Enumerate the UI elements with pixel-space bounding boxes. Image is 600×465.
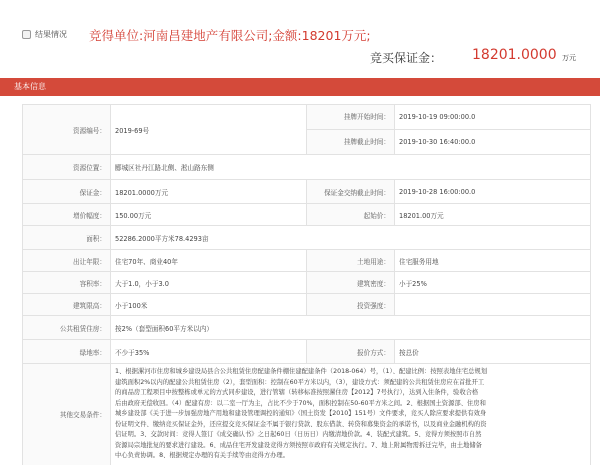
other-line: 资源局宗地批复的要求进行建设。6、成品住宅开发建设竞得方须按照市政府有关规定执行。7、地上附属物需拆迁完毕，由土地储备 (115, 441, 482, 449)
investment-label: 投资强度： (307, 294, 395, 316)
other-line: 的商品房工程项目中按整栋或单元的方式同步建设，进行管辖（转移标准按照漯住房【2012】7号执行），达到入住条件，验收合格 (115, 389, 479, 396)
other-label: 其他交易条件： (23, 364, 111, 465)
increment-value: 150.00万元 (111, 204, 307, 226)
table-row (23, 294, 591, 316)
green-value: 不少于35% (111, 340, 307, 364)
far-value: 大于1.0，小于3.0 (111, 272, 307, 294)
density-label: 建筑密度： (307, 272, 395, 294)
listing-end-label: 挂牌截止时间： (343, 138, 390, 146)
height-label: 建筑限高： (23, 294, 111, 316)
other-line: 信证明。3、交款时间：竞得人签订《成交确认书》之日起60日（日历日）内缴清地价款。4、装配式建筑。5、竞得方须按照市自然 (115, 431, 482, 438)
other-line: 建筑面积2%以内的配建公共租赁住房（2），套型面积：控制在60平方米以内，（3），建设方式：须配建的公共租赁住房应在首批开工 (115, 378, 485, 386)
result-label: 结果情况 (35, 30, 67, 39)
deposit-value: 18201.0000万元 (111, 180, 307, 204)
location-label: 资源位置： (23, 155, 111, 180)
other-line: 份证明文件、缴纳竞买保证金外，还应提交竞买保证金不属于银行贷款、股东借款、转贷和募集资金的承诺书，以及商业金融机构的资 (115, 420, 487, 428)
use-label: 土地用途： (307, 250, 395, 272)
height-value: 小于100米 (111, 294, 307, 316)
table-row (23, 155, 591, 180)
deposit-heading-value: 18201.0000 (472, 47, 557, 63)
table-row (23, 180, 591, 204)
winner-text: 竞得单位:河南昌建地产有限公司;金额:18201万元; (89, 28, 371, 43)
resource-no-value: 2019-69号 (111, 105, 307, 155)
other-conditions (111, 364, 591, 465)
other-line: 中心负责协调。8、根据规定办理的有关手续等由竞得方办理。 (115, 452, 290, 459)
area-value: 52286.2000平方米78.4293亩 (111, 226, 591, 250)
investment-value (395, 294, 591, 316)
far-label: 容积率： (23, 272, 111, 294)
start-price-label: 起始价： (307, 204, 395, 226)
other-line: 1、根据漯河市住房和城乡建设局县合公共租赁住房配建条件棚住建配建条件（2018-064）号，（1）、配建比例：按照表地住宅总规划 (115, 368, 488, 375)
location-value: 郾城区社丹江路北侧、淞山路东侧 (111, 155, 591, 180)
bid-method-label: 报价方式： (307, 340, 395, 364)
table-row (23, 272, 591, 294)
deposit-heading-label: 竞买保证金： (370, 51, 443, 65)
deposit-deadline-label: 保证金交纳截止时间： (307, 180, 395, 204)
deposit-label: 保证金： (23, 180, 111, 204)
rental-label: 公共租赁住房： (23, 316, 111, 340)
info-table (22, 104, 591, 465)
table-row (23, 105, 591, 155)
listing-times-labels (307, 105, 395, 155)
bid-method-value: 按总价 (395, 340, 591, 364)
increment-label: 增价幅度： (23, 204, 111, 226)
result-icon (22, 30, 31, 39)
table-row (23, 226, 591, 250)
table-row (23, 204, 591, 226)
use-value: 住宅服务用地 (395, 250, 591, 272)
listing-times-values (395, 105, 591, 155)
listing-end-value: 2019-10-30 16:40:00.0 (399, 138, 476, 146)
listing-start-label: 挂牌开始时间： (307, 105, 394, 130)
density-value: 小于25% (395, 272, 591, 294)
deposit-heading-unit: 万元 (562, 54, 576, 62)
deposit-deadline-value: 2019-10-28 16:00:00.0 (395, 180, 591, 204)
table-row (23, 340, 591, 364)
table-row (23, 364, 591, 465)
listing-start-value: 2019-10-19 09:00:00.0 (395, 105, 590, 130)
section-header-bar (0, 78, 600, 96)
section-title: 基本信息 (14, 82, 46, 91)
other-line: 城乡建设部《关于进一步加强房地产用地和建设管理调控的通知》（国土资发【2010】151号）文件要求，竞买人除应要求提供有效身 (115, 410, 487, 417)
area-label: 面积： (23, 226, 111, 250)
other-line: 后由政府无偿收回。（4）配建有房：以二室一厅为主，占比不少于70%，面积控制在50-60平方米之间。2、根据国土资源部、住房和 (115, 399, 486, 407)
rental-value: 按2%（套型面积60平方米以内） (111, 316, 591, 340)
table-row (23, 250, 591, 272)
green-label: 绿地率： (23, 340, 111, 364)
table-row (23, 316, 591, 340)
term-value: 住宅70年、商业40年 (111, 250, 307, 272)
start-price-value: 18201.00万元 (395, 204, 591, 226)
resource-no-label: 资源编号： (23, 105, 111, 155)
term-label: 出让年限： (23, 250, 111, 272)
